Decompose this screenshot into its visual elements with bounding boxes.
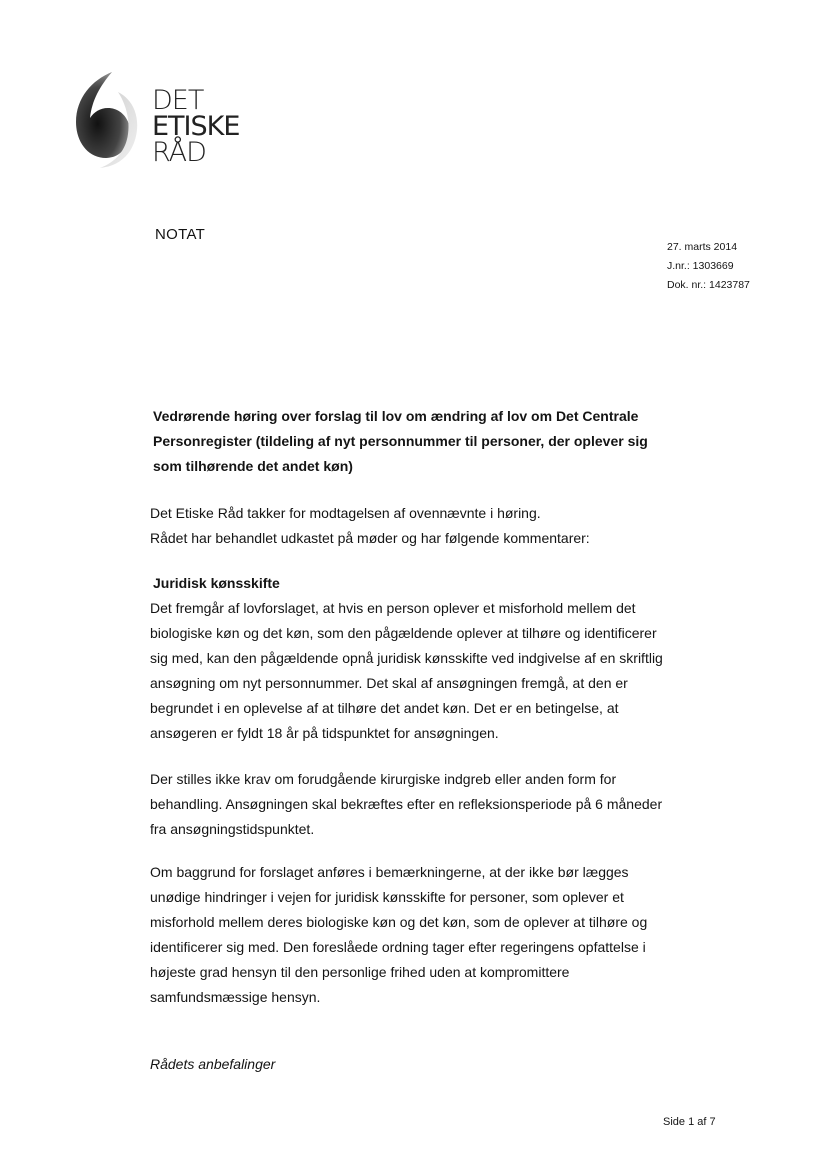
meta-journal-number: J.nr.: 1303669 xyxy=(667,260,734,272)
section-paragraph-3: Om baggrund for forslaget anføres i bemærkningerne, at der ikke bør lægges unødige hindringer i vejen for juridisk kønsskifte for personer, som oplever et misforhold mellem deres biologiske køn og det køn, som de oplever at tilhøre og identificerer sig med. Den foreslåede ordning tager efter regeringens opfattelse i højeste grad hensyn til den personlige frihed uden at kompromittere samfundsmæssige hensyn. xyxy=(150,864,648,1005)
section-paragraph-2: Der stilles ikke krav om forudgående kirurgiske indgreb eller anden form for behandling. Ansøgningen skal bekræftes efter en refleksionsperiode på 6 måneder fra ansøgningstidspunktet. xyxy=(150,771,663,837)
intro-line-2: Rådet har behandlet udkastet på møder og har følgende kommentarer: xyxy=(150,530,590,546)
recommendations-subheading: Rådets anbefalinger xyxy=(150,1056,276,1072)
logo-wordmark xyxy=(152,85,240,168)
meta-date: 27. marts 2014 xyxy=(667,241,738,253)
document-heading: Vedrørende høring over forslag til lov om ændring af lov om Det Centrale Personregister (tildeling af nyt personnummer til personer, der oplever sig som tilhørende det andet køn) xyxy=(153,408,648,474)
logo-line-1: DET xyxy=(152,85,204,116)
document-type-label: NOTAT xyxy=(155,226,206,243)
meta-document-number: Dok. nr.: 1423787 xyxy=(667,279,750,291)
intro-line-1: Det Etiske Råd takker for modtagelsen af ovennævnte i høring. xyxy=(150,505,541,521)
document-meta xyxy=(667,238,750,295)
page-number: Side 1 af 7 xyxy=(663,1116,716,1128)
intro-paragraph xyxy=(150,501,670,551)
logo-line-3: RÅD xyxy=(152,137,206,168)
logo-line-2: ETISKE xyxy=(152,111,240,142)
logo-swirl-icon xyxy=(70,70,142,170)
section-title: Juridisk kønsskifte xyxy=(153,575,280,591)
logo xyxy=(70,70,250,180)
section-paragraph-1: Det fremgår af lovforslaget, at hvis en person oplever et misforhold mellem det biologiske køn og det køn, som den pågældende oplever at tilhøre og identificerer sig med, kan den pågældende opnå juridisk kønsskifte ved indgivelse af en skriftlig ansøgning om nyt personnummer. Det skal af ansøgningen fremgå, at den er begrundet i en oplevelse af at tilhøre det andet køn. Det er en betingelse, at ansøgeren er fyldt 18 år på tidspunktet for ansøgningen. xyxy=(150,600,663,741)
